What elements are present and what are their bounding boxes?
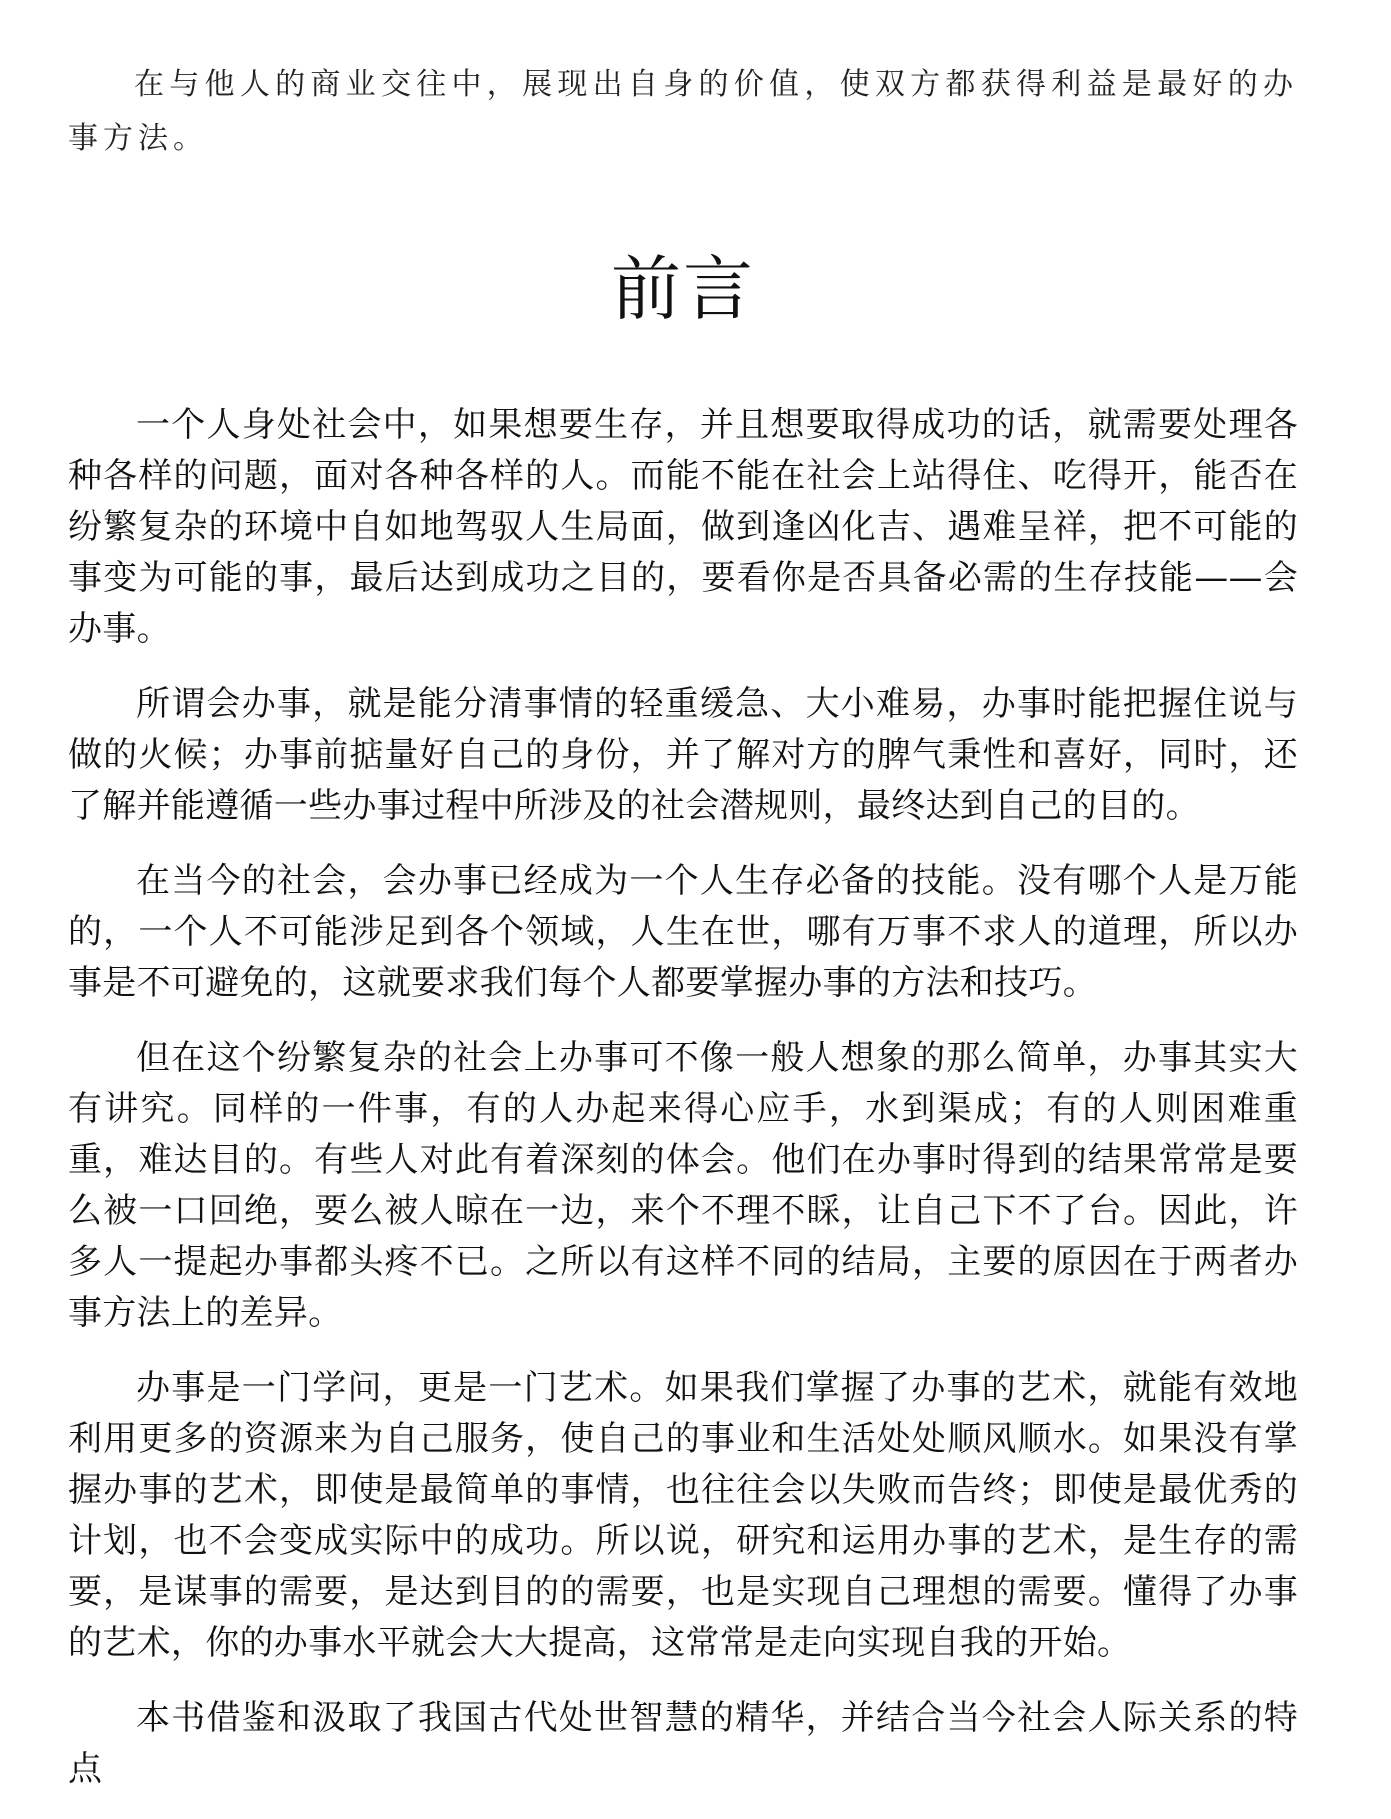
- body-paragraph: 但在这个纷繁复杂的社会上办事可不像一般人想象的那么简单，办事其实大有讲究。同样的一件事，有的人办起来得心应手，水到渠成；有的人则困难重重，难达目的。有些人对此有着深刻的体会。他们在办事时得到的结果常常是要么被一口回绝，要么被人晾在一边，来个不理不睬，让自己下不了台。因此，许多人一提起办事都头疼不已。之所以有这样不同的结局，主要的原因在于两者办事方法上的差异。: [68, 1038, 1298, 1333]
- body-paragraph: 在当今的社会，会办事已经成为一个人生存必备的技能。没有哪个人是万能的，一个人不可能涉足到各个领域，人生在世，哪有万事不求人的道理，所以办事是不可避免的，这就要求我们每个人都要掌握办事的方法和技巧。: [68, 861, 1298, 1003]
- page-title: 前言: [611, 248, 755, 330]
- document-page: [68, 58, 1298, 1819]
- epigraph-paragraph: 在与他人的商业交往中，展现出自身的价值，使双方都获得利益是最好的办事方法。: [68, 67, 1298, 156]
- body-paragraph: 一个人身处社会中，如果想要生存，并且想要取得成功的话，就需要处理各种各样的问题，面对各种各样的人。而能不能在社会上站得住、吃得开，能否在纷繁复杂的环境中自如地驾驭人生局面，做到逢凶化吉、遇难呈祥，把不可能的事变为可能的事，最后达到成功之目的，要看你是否具备必需的生存技能——会办事。: [68, 405, 1298, 649]
- body-paragraph: 所谓会办事，就是能分清事情的轻重缓急、大小难易，办事时能把握住说与做的火候；办事前掂量好自己的身份，并了解对方的脾气秉性和喜好，同时，还了解并能遵循一些办事过程中所涉及的社会潜规则，最终达到自己的目的。: [68, 684, 1298, 826]
- body-paragraph: 本书借鉴和汲取了我国古代处世智慧的精华，并结合当今社会人际关系的特点: [68, 1698, 1298, 1789]
- body-paragraph: 办事是一门学问，更是一门艺术。如果我们掌握了办事的艺术，就能有效地利用更多的资源来为自己服务，使自己的事业和生活处处顺风顺水。如果没有掌握办事的艺术，即使是最简单的事情，也往往会以失败而告终；即使是最优秀的计划，也不会变成实际中的成功。所以说，研究和运用办事的艺术，是生存的需要，是谋事的需要，是达到目的的需要，也是实现自己理想的需要。懂得了办事的艺术，你的办事水平就会大大提高，这常常是走向实现自我的开始。: [68, 1368, 1298, 1663]
